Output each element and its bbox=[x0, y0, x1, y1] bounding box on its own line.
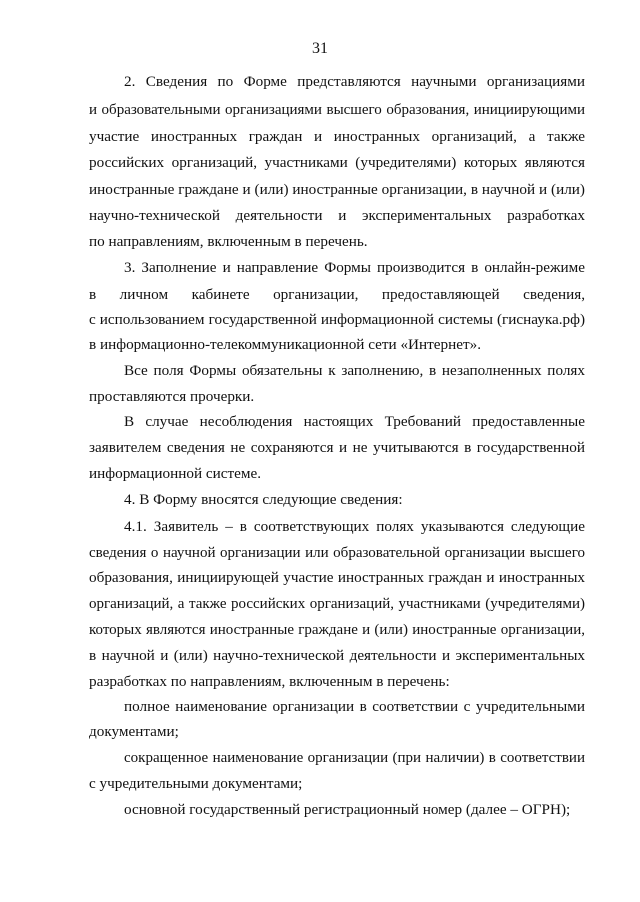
text-line: основной государственный регистрационный номер (далее – ОГРН); bbox=[124, 801, 571, 818]
text-line: иностранные граждане и (или) иностранные организации, в научной и (или) bbox=[89, 181, 585, 198]
page-number: 31 bbox=[312, 40, 328, 57]
text-line: участие иностранных граждан и иностранных организаций, а также bbox=[89, 128, 585, 145]
text-line: 3. Заполнение и направление Формы производится в онлайн-режиме bbox=[124, 259, 585, 276]
text-line: Все поля Формы обязательны к заполнению, в незаполненных полях bbox=[124, 362, 585, 379]
text-line: научно-технической деятельности и экспериментальных разработках bbox=[89, 207, 585, 224]
text-line: документами; bbox=[89, 723, 179, 740]
text-line: в информационно-телекоммуникационной сети «Интернет». bbox=[89, 336, 482, 353]
text-line: полное наименование организации в соответствии с учредительными bbox=[124, 698, 585, 715]
text-line: образования, инициирующей участие иностранных граждан и иностранных bbox=[89, 569, 585, 586]
text-line: сведения о научной организации или образовательной организации высшего bbox=[89, 545, 585, 561]
text-line: с учредительными документами; bbox=[89, 775, 303, 792]
text-line: 4. В Форму вносятся следующие сведения: bbox=[124, 491, 403, 508]
text-line: разработках по направлениям, включенным в перечень: bbox=[89, 673, 450, 690]
text-line: организаций, а также российских организаций, участниками (учредителями) bbox=[89, 596, 585, 612]
text-line: и образовательными организациями высшего образования, инициирующими bbox=[89, 102, 585, 118]
text-line: российских организаций, участниками (учредителями) которых являются bbox=[89, 154, 585, 171]
text-line: сокращенное наименование организации (при наличии) в соответствии bbox=[124, 750, 585, 766]
text-line: по направлениям, включенным в перечень. bbox=[89, 233, 368, 250]
text-line: в личном кабинете организации, предоставляющей сведения, bbox=[89, 286, 585, 303]
text-line: в научной и (или) научно-технической деятельности и экспериментальных bbox=[89, 647, 585, 664]
text-line: 4.1. Заявитель – в соответствующих полях указываются следующие bbox=[124, 518, 585, 535]
text-line: заявителем сведения не сохраняются и не учитываются в государственной bbox=[89, 439, 585, 456]
text-line: проставляются прочерки. bbox=[89, 388, 255, 405]
text-line: информационной системе. bbox=[89, 465, 262, 482]
text-line: которых являются иностранные граждане и (или) иностранные организации, bbox=[89, 622, 585, 638]
text-line: с использованием государственной информационной системы (гиснаука.рф) bbox=[89, 311, 585, 328]
text-line: В случае несоблюдения настоящих Требований предоставленные bbox=[124, 413, 585, 430]
text-line: 2. Сведения по Форме представляются научными организациями bbox=[124, 73, 585, 90]
